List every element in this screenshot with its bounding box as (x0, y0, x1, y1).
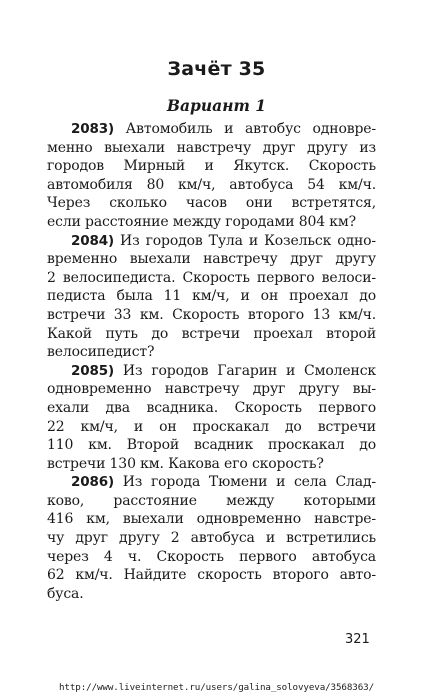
problems-body (47, 120, 376, 603)
problem-line: чу друг другу 2 автобуса и встретились (47, 530, 376, 547)
problem-line: одновременно навстречу друг другу вы- (47, 381, 376, 398)
problem-line: менно выехали навстречу друг другу из (47, 139, 376, 156)
problem-line: автомобиля 80 км/ч, автобуса 54 км/ч. (47, 176, 376, 193)
problem-line: буса. (47, 585, 84, 602)
problem-line: Какой путь до встречи проехал второй (47, 325, 376, 342)
variant-heading: Вариант 1 (166, 96, 267, 115)
problem-line: 2 велосипедиста. Скорость первого велоси- (47, 269, 376, 286)
problem-line: Через сколько часов они встретятся, (47, 195, 376, 212)
problem-number: 2086) (71, 474, 114, 491)
problem-line: 2084) Из городов Тула и Козельск одно- (71, 232, 376, 249)
problem-line: ехали два всадника. Скорость первого (47, 399, 376, 416)
problem-line: велосипедист? (47, 344, 155, 361)
problem-line: если расстояние между городами 804 км? (47, 213, 356, 230)
problem-line: городов Мирный и Якутск. Скорость (47, 158, 376, 175)
problem-number: 2084) (71, 232, 114, 249)
page-title: Зачёт 35 (167, 58, 266, 80)
problem-number: 2085) (71, 362, 114, 379)
problem-line: 62 км/ч. Найдите скорость второго авто- (47, 567, 376, 584)
problem-line: встречи 33 км. Скорость второго 13 км/ч. (47, 306, 376, 323)
problem-line: 416 км, выехали одновременно навстре- (47, 511, 376, 528)
problem-line: педиста была 11 км/ч, и он проехал до (47, 288, 376, 305)
problem-number: 2083) (71, 121, 114, 137)
problem-line: 2085) Из городов Гагарин и Смоленск (71, 362, 376, 379)
problem-line: 22 км/ч, и он проскакал до встречи (47, 418, 376, 435)
problem-line: 2083) Автомобиль и автобус одновре- (71, 121, 376, 137)
problem-line: 110 км. Второй всадник проскакал до (47, 437, 376, 454)
problem-line: встречи 130 км. Какова его скорость? (47, 455, 324, 472)
page-number: 321 (345, 632, 370, 647)
problem-line: через 4 ч. Скорость первого автобуса (47, 548, 376, 565)
source-url-watermark: http://www.liveinternet.ru/users/galina_solovyeva/3568363/ (58, 682, 375, 693)
problem-line: ково, расстояние между которыми (47, 492, 376, 509)
problem-line: 2086) Из города Тюмени и села Слад- (71, 474, 376, 491)
problem-line: временно выехали навстречу друг другу (47, 251, 376, 268)
